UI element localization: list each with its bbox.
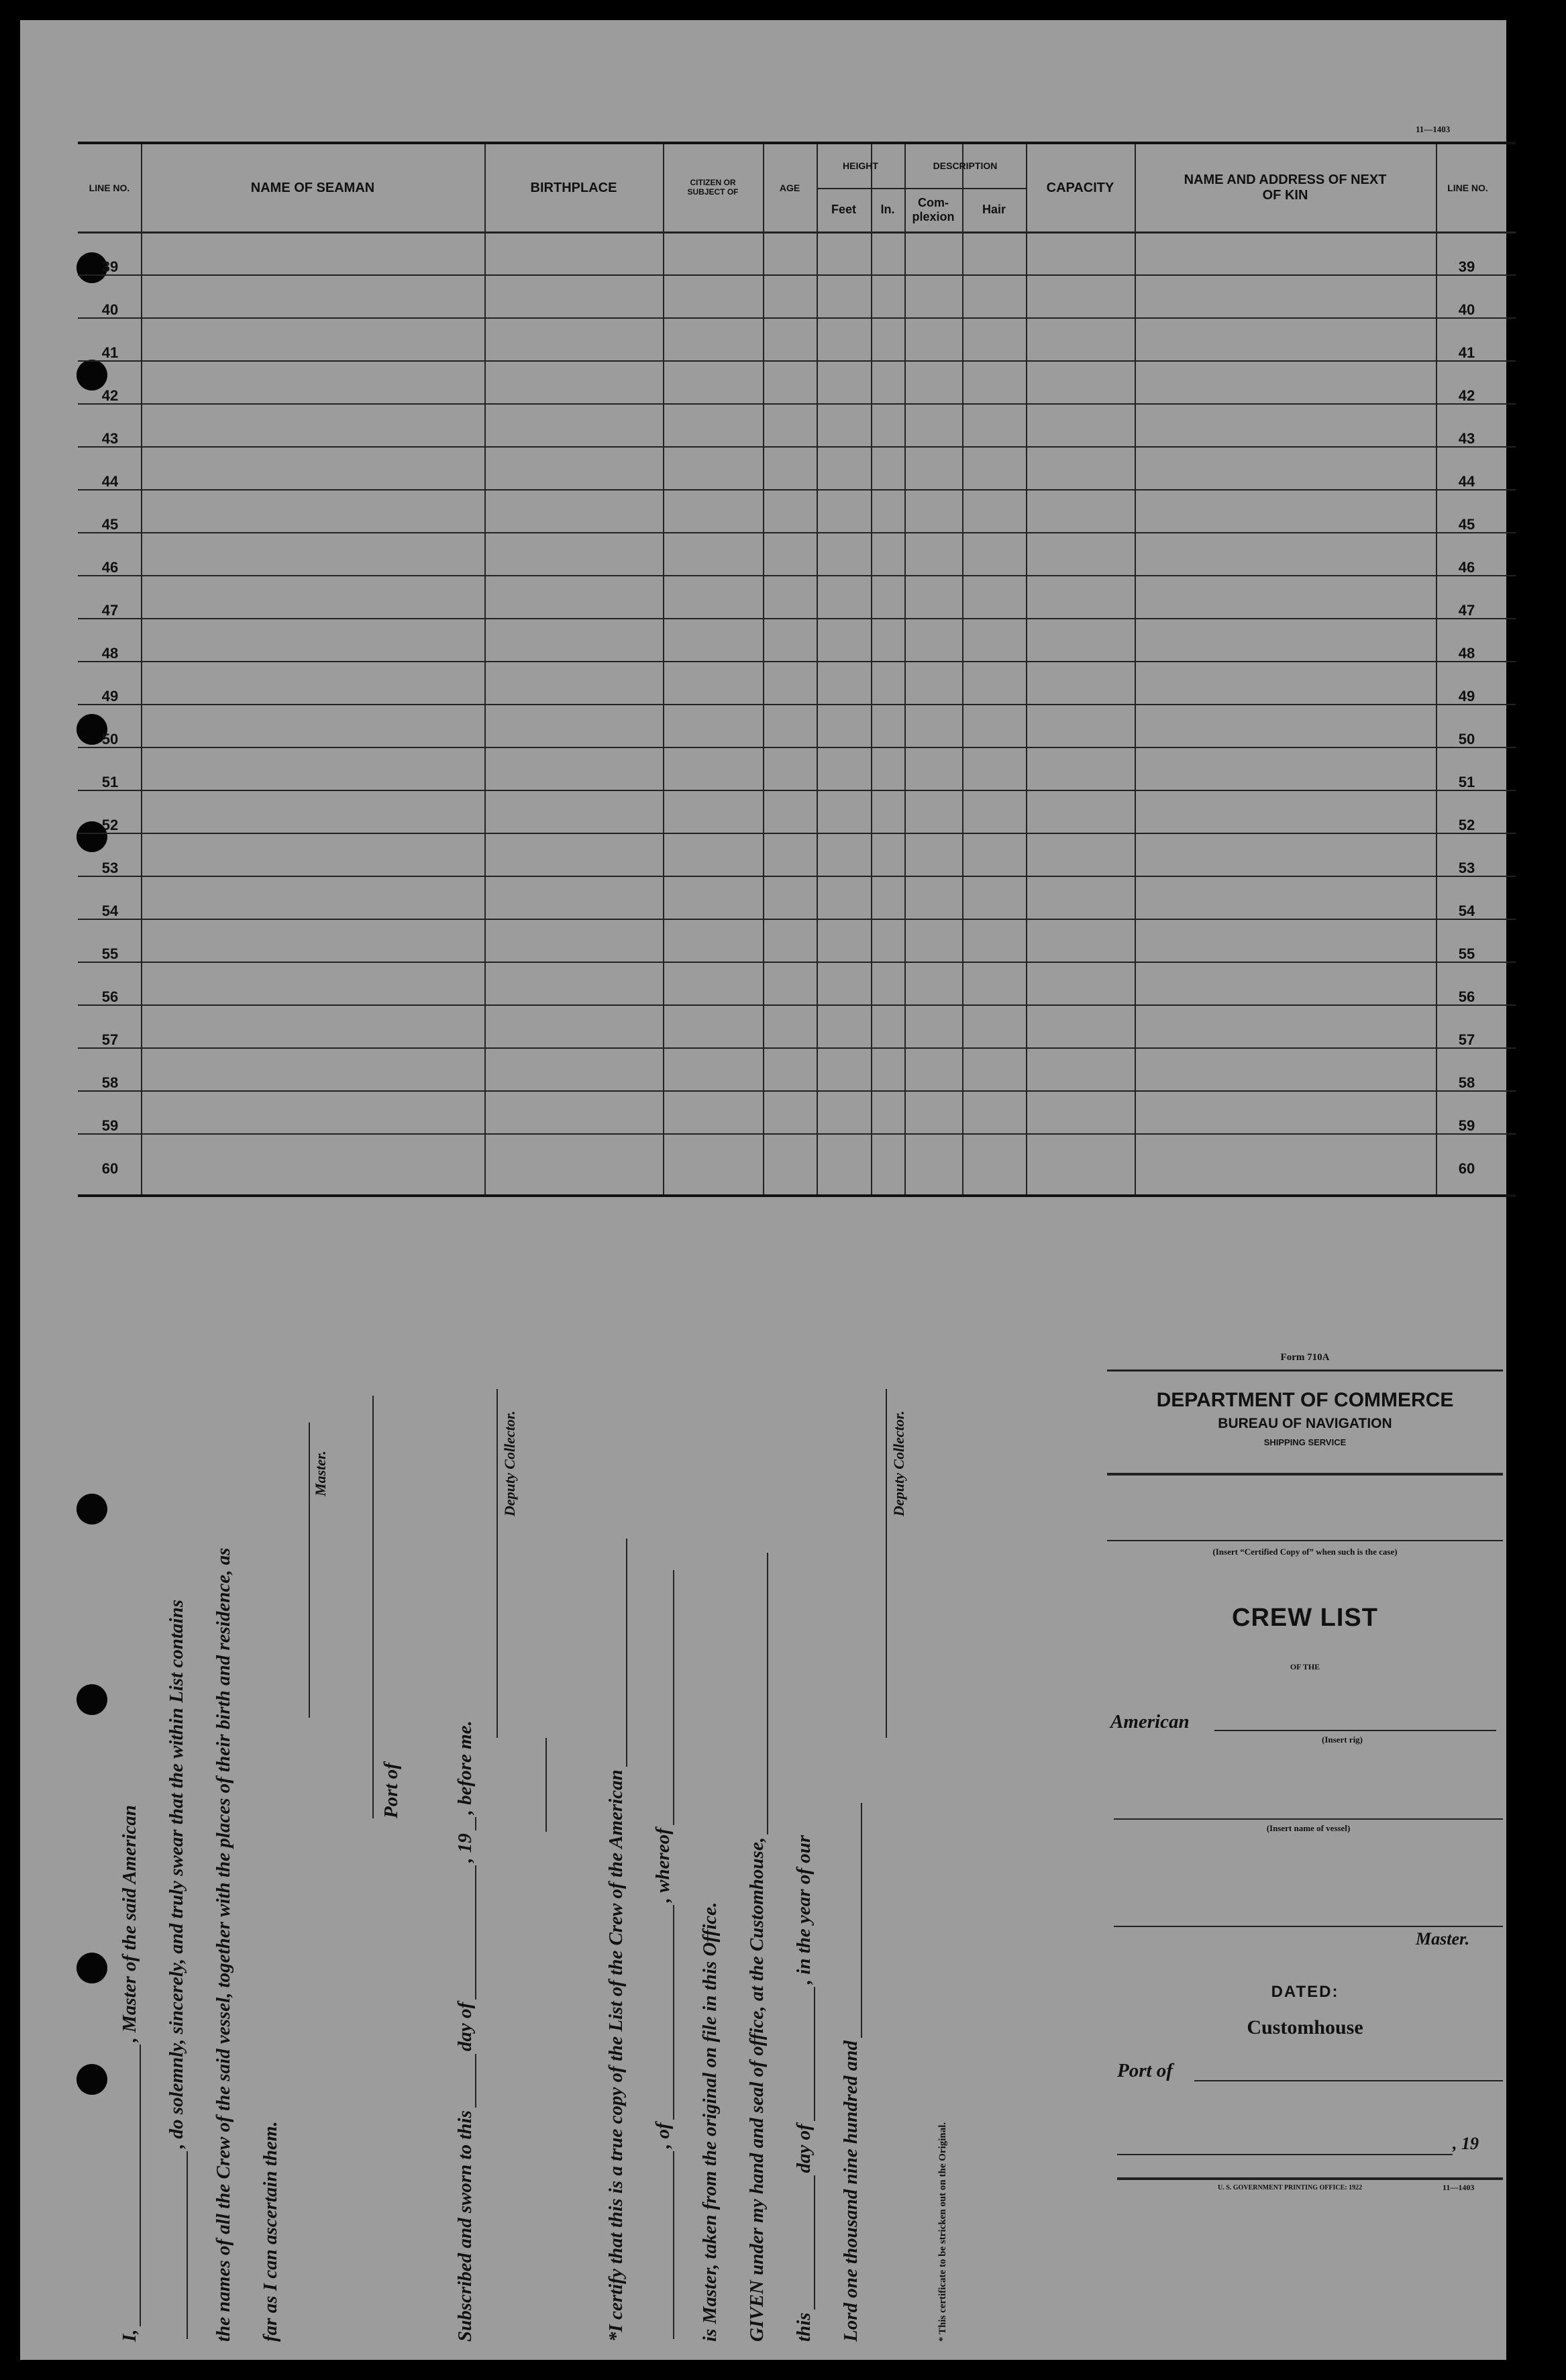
header-hair: Hair bbox=[982, 203, 1006, 217]
master-name-blank[interactable] bbox=[121, 2045, 141, 2326]
port-of-label: Port of bbox=[380, 1763, 402, 1818]
certify-b: , of bbox=[652, 2122, 674, 2149]
line-number-right: 56 bbox=[1458, 988, 1475, 1005]
line-number-left: 49 bbox=[101, 688, 119, 705]
given-year-blank[interactable] bbox=[842, 1803, 862, 2038]
port-of-line[interactable] bbox=[372, 1396, 374, 1818]
of-the-label: OF THE bbox=[1290, 1662, 1320, 1671]
rig-line[interactable] bbox=[1214, 1730, 1496, 1731]
header-description: DESCRIPTION bbox=[933, 160, 998, 172]
line-number-right: 49 bbox=[1458, 688, 1475, 705]
customhouse-blank[interactable] bbox=[748, 1553, 768, 1834]
line-number-right: 40 bbox=[1458, 301, 1475, 318]
line-number-right: 55 bbox=[1458, 945, 1475, 962]
given-month-blank[interactable] bbox=[795, 1987, 815, 2121]
oath-line-3: the names of all the Crew of the said vessel, together with the places of their birth and residence, as bbox=[213, 1547, 234, 2342]
given-d: , in the year of our bbox=[793, 1834, 815, 1985]
certified-copy-line[interactable] bbox=[1107, 1540, 1503, 1541]
line-number-left: 54 bbox=[101, 902, 119, 919]
master-signature-line[interactable] bbox=[309, 1422, 310, 1718]
certify-a: *I certify that this is a true copy of the List of the Crew of the American bbox=[605, 1769, 627, 2342]
line-number-left: 42 bbox=[101, 387, 119, 404]
certify-of-blank-b[interactable] bbox=[654, 1905, 674, 2120]
line-number-right: 39 bbox=[1458, 258, 1475, 275]
line-number-right: 42 bbox=[1458, 387, 1475, 404]
oath-line-4: far as I can ascertain them. bbox=[260, 2121, 281, 2342]
certificate-footnote: * This certificate to be stricken out on the Original. bbox=[937, 2122, 948, 2342]
master-label: Master. bbox=[1416, 1929, 1470, 1949]
line-number-left: 55 bbox=[101, 945, 119, 962]
line-number-left: 39 bbox=[101, 258, 119, 275]
master-signature-label: Master. bbox=[312, 1451, 329, 1496]
master-line[interactable] bbox=[1114, 1926, 1503, 1927]
line-number-right: 43 bbox=[1458, 430, 1475, 447]
line-number-right: 41 bbox=[1458, 344, 1475, 361]
form-number: Form 710A bbox=[1280, 1352, 1330, 1363]
line-number-right: 48 bbox=[1458, 645, 1475, 662]
crew-list-page bbox=[20, 20, 1506, 2360]
header-next-of-kin: NAME AND ADDRESS OF NEXT OF KIN bbox=[1184, 172, 1387, 203]
line-number-left: 43 bbox=[101, 430, 119, 447]
subscribed-month-blank[interactable] bbox=[456, 1865, 476, 2000]
line-number-left: 53 bbox=[101, 860, 119, 876]
header-line-no: LINE NO. bbox=[89, 182, 130, 193]
given-b: this bbox=[793, 2312, 815, 2342]
port-of-line[interactable] bbox=[1194, 2080, 1503, 2081]
certify-whereof-blank[interactable] bbox=[654, 1570, 674, 1825]
line-number-left: 58 bbox=[101, 1074, 119, 1091]
insert-certified-note: (Insert “Certified Copy of” when such is the case) bbox=[1212, 1547, 1398, 1557]
subscribed-day-blank[interactable] bbox=[456, 2054, 476, 2108]
certify-d: is Master, taken from the original on file in this Office. bbox=[699, 1902, 721, 2342]
subscribed-d: , before me. bbox=[454, 1720, 476, 1815]
header-name-of-seaman: NAME OF SEAMAN bbox=[250, 180, 375, 195]
given-e: Lord one thousand nine hundred and bbox=[840, 2040, 862, 2342]
date-line[interactable] bbox=[1117, 2154, 1453, 2155]
line-number-right: 44 bbox=[1458, 473, 1475, 490]
certify-vessel-blank[interactable] bbox=[607, 1539, 627, 1767]
header-birthplace: BIRTHPLACE bbox=[530, 180, 617, 195]
given-day-blank[interactable] bbox=[795, 2175, 815, 2310]
line-number-left: 51 bbox=[101, 774, 119, 790]
customhouse-label: Customhouse bbox=[1247, 2016, 1363, 2038]
line-number-left: 56 bbox=[101, 988, 119, 1005]
service-title: SHIPPING SERVICE bbox=[1263, 1437, 1347, 1447]
deputy-collector-label-2: Deputy Collector. bbox=[890, 1410, 907, 1516]
line-number-left: 57 bbox=[101, 1031, 119, 1048]
deputy-collector-line-1[interactable] bbox=[497, 1389, 498, 1738]
certify-of-blank-a[interactable] bbox=[654, 2151, 674, 2339]
header-age: AGE bbox=[779, 182, 800, 193]
deputy-collector-line-2[interactable] bbox=[886, 1389, 887, 1738]
header-inches: In. bbox=[880, 203, 895, 217]
year-label: , 19 bbox=[1453, 2134, 1479, 2153]
line-number-left: 48 bbox=[101, 645, 119, 662]
line-number-right: 50 bbox=[1458, 731, 1475, 747]
line-number-right: 53 bbox=[1458, 860, 1475, 876]
line-number-left: 46 bbox=[101, 559, 119, 576]
line-number-right: 52 bbox=[1458, 817, 1475, 833]
header-capacity: CAPACITY bbox=[1046, 180, 1114, 195]
vessel-name-blank[interactable] bbox=[168, 2151, 188, 2339]
crew-table bbox=[78, 142, 1516, 1197]
line-number-left: 45 bbox=[101, 516, 119, 533]
given-c: day of bbox=[793, 2124, 815, 2173]
line-number-right: 54 bbox=[1458, 902, 1475, 919]
vessel-name-line[interactable] bbox=[1114, 1818, 1503, 1820]
crew-list-title: CREW LIST bbox=[1232, 1604, 1378, 1632]
form-reference-top: 11—1403 bbox=[1416, 124, 1451, 134]
line-number-left: 44 bbox=[101, 473, 119, 490]
line-number-left: 47 bbox=[101, 602, 119, 619]
line-number-right: 51 bbox=[1458, 774, 1475, 790]
bureau-title: BUREAU OF NAVIGATION bbox=[1218, 1416, 1392, 1431]
insert-rig-note: (Insert rig) bbox=[1322, 1735, 1363, 1745]
line-number-right: 57 bbox=[1458, 1031, 1475, 1048]
subscribed-a: Subscribed and sworn to this bbox=[454, 2110, 476, 2342]
crew-list-cover bbox=[1107, 1352, 1503, 2221]
certify-c: , whereof bbox=[652, 1828, 674, 1903]
deputy-collector-label-1: Deputy Collector. bbox=[501, 1410, 518, 1516]
given-a: GIVEN under my hand and seal of office, at the Customhouse, bbox=[746, 1837, 768, 2342]
line-number-left: 59 bbox=[101, 1117, 119, 1134]
header-feet: Feet bbox=[831, 203, 856, 217]
printing-office-note: U. S. GOVERNMENT PRINTING OFFICE: 1922 bbox=[1218, 2184, 1363, 2191]
line-number-right: 58 bbox=[1458, 1074, 1475, 1091]
oath-line-2: , do solemnly, sincerely, and truly swear that the within List contains bbox=[166, 1599, 187, 2149]
insert-vessel-note: (Insert name of vessel) bbox=[1266, 1823, 1351, 1833]
header-complexion: Com-plexion bbox=[912, 195, 955, 223]
line-number-right: 47 bbox=[1458, 602, 1475, 619]
header-height: HEIGHT bbox=[843, 160, 878, 172]
subscribed-b: day of bbox=[454, 2002, 476, 2052]
line-number-left: 60 bbox=[101, 1160, 119, 1177]
oath-line-1-a: I, bbox=[119, 2329, 140, 2342]
oath-section bbox=[91, 1322, 1097, 2342]
line-number-right: 60 bbox=[1458, 1160, 1475, 1177]
line-number-left: 50 bbox=[101, 731, 119, 747]
department-title: DEPARTMENT OF COMMERCE bbox=[1156, 1389, 1454, 1411]
header-line-no-right: LINE NO. bbox=[1447, 182, 1488, 193]
dated-label: DATED: bbox=[1271, 1983, 1339, 2001]
line-number-left: 41 bbox=[101, 344, 119, 361]
subscribed-year-blank[interactable] bbox=[456, 1817, 476, 1830]
deputy-short-line bbox=[545, 1738, 547, 1832]
line-number-right: 59 bbox=[1458, 1117, 1475, 1134]
port-of-label: Port of bbox=[1117, 2060, 1173, 2081]
subscribed-c: , 19 bbox=[454, 1833, 476, 1863]
line-number-left: 40 bbox=[101, 301, 119, 318]
line-number-right: 45 bbox=[1458, 516, 1475, 533]
form-reference-bottom: 11—1403 bbox=[1443, 2183, 1475, 2192]
oath-line-1-b: , Master of the said American bbox=[119, 1805, 140, 2042]
header-citizen-of: CITIZEN OR SUBJECT OF bbox=[687, 178, 739, 197]
line-number-left: 52 bbox=[101, 817, 119, 833]
line-number-right: 46 bbox=[1458, 559, 1475, 576]
american-label: American bbox=[1110, 1711, 1190, 1732]
